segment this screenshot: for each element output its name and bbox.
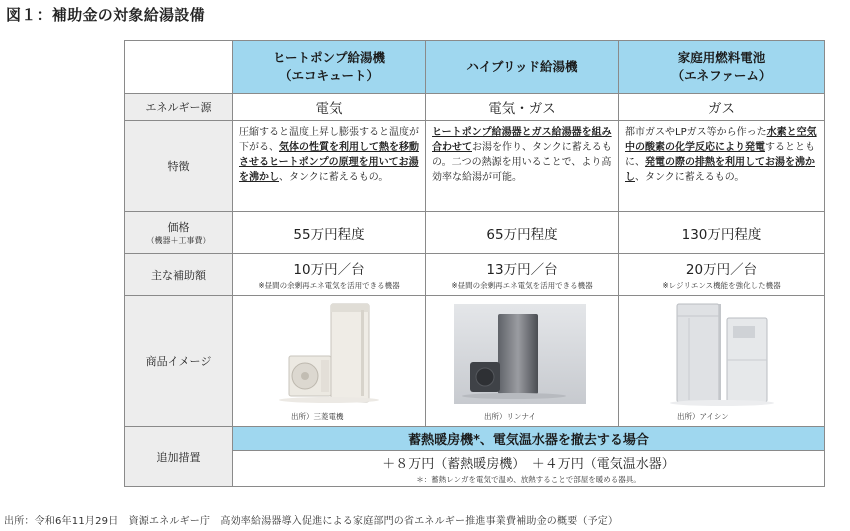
column-header-enefarm xyxy=(619,41,825,94)
feature-cell xyxy=(233,121,426,212)
feature-emphasis: ヒートポンプ給湯器とガス給湯器を組み合わせて xyxy=(432,127,612,153)
fuel-cell-unit xyxy=(677,304,719,402)
additional-detail-cell xyxy=(233,451,825,487)
table-row-image xyxy=(125,296,825,427)
table-row-energy xyxy=(125,94,825,121)
feature-emphasis: 水素と空気中の酸素の化学反応により発電 xyxy=(625,127,817,153)
image-credit: 出所）アイシン xyxy=(677,412,729,421)
subsidy-amount: 13万円／台 xyxy=(486,262,558,278)
image-credit: 出所）三菱電機 xyxy=(291,412,344,421)
price-label: 価格 xyxy=(167,221,190,234)
subsidy-note: ※昼間の余剰再エネ電気を活用できる機器 xyxy=(451,281,593,290)
price-cell: 65万円程度 xyxy=(426,212,619,254)
subsidy-cell xyxy=(233,254,426,296)
feature-text: 圧縮すると温度上昇し膨張すると温度が下がる、 xyxy=(239,127,419,153)
additional-note: ＊：蓄熱レンガを電気で温め、放熱することで部屋を暖める器具。 xyxy=(416,474,641,484)
table-header-row xyxy=(125,41,825,94)
column-header-hybrid xyxy=(426,41,619,94)
feature-text: 、タンクに蓄えるもの。 xyxy=(279,172,389,183)
additional-detail: ＋８万円（蓄熱暖房機） ＋４万円（電気温水器） xyxy=(382,456,675,472)
subsidy-cell xyxy=(426,254,619,296)
column-header-ecocute xyxy=(233,41,426,94)
price-sublabel: （機器＋工事費） xyxy=(146,236,211,245)
table-row-subsidy xyxy=(125,254,825,296)
subsidy-equipment-table xyxy=(124,40,825,487)
energy-cell: ガス xyxy=(619,94,825,121)
feature-text: お湯を作り、タンクに蓄えるもの。二つの熱源を用いることで、より高効率な給湯が可能。 xyxy=(432,142,612,183)
table-row-additional-heading xyxy=(125,427,825,451)
corner-cell xyxy=(125,41,233,94)
hybrid-tank xyxy=(498,314,538,394)
additional-heading: 蓄熱暖房機*、電気温水器を撤去する場合 xyxy=(233,427,825,451)
feature-text: 、タンクに蓄えるもの。 xyxy=(635,172,745,183)
row-label-energy: エネルギー源 xyxy=(125,94,233,121)
row-label-price xyxy=(125,212,233,254)
column-title: 家庭用燃料電池 xyxy=(677,50,766,65)
energy-cell: 電気 xyxy=(233,94,426,121)
ecocute-unit-image xyxy=(233,296,426,426)
hybrid-unit-image xyxy=(426,296,619,426)
image-cell-ecocute xyxy=(233,296,426,427)
price-cell: 55万円程度 xyxy=(233,212,426,254)
column-title: ハイブリッド給湯機 xyxy=(466,59,578,74)
feature-text: 都市ガスやLPガス等から作った xyxy=(625,127,767,138)
row-label-subsidy: 主な補助額 xyxy=(125,254,233,296)
figure-title: 図１：補助金の対象給湯設備 xyxy=(6,6,205,24)
row-label-image: 商品イメージ xyxy=(125,296,233,427)
image-cell-enefarm xyxy=(619,296,825,427)
feature-cell xyxy=(426,121,619,212)
subsidy-amount: 10万円／台 xyxy=(293,262,365,278)
feature-cell xyxy=(619,121,825,212)
source-footer: 出所：令和6年11月29日 資源エネルギー庁 高効率給湯器導入促進による家庭部門の省エネルギー推進事業費補助金の概要（予定） xyxy=(4,516,619,527)
table-row-features xyxy=(125,121,825,212)
row-label-additional: 追加措置 xyxy=(125,427,233,487)
energy-cell: 電気・ガス xyxy=(426,94,619,121)
feature-emphasis: 気体の性質を利用して熱を移動させるヒートポンプの原理を用いてお湯を沸かし xyxy=(239,142,419,183)
image-credit: 出所）リンナイ xyxy=(484,412,536,421)
subsidy-cell xyxy=(619,254,825,296)
enefarm-unit-image xyxy=(619,296,825,426)
subsidy-note: ※レジリエンス機能を強化した機器 xyxy=(662,281,781,290)
table-row-price xyxy=(125,212,825,254)
column-subtitle: （エネファーム） xyxy=(671,68,772,83)
subsidy-amount: 20万円／台 xyxy=(685,262,758,278)
image-cell-hybrid xyxy=(426,296,619,427)
subsidy-note: ※昼間の余剰再エネ電気を活用できる機器 xyxy=(258,281,400,290)
row-label-features: 特徴 xyxy=(125,121,233,212)
price-cell: 130万円程度 xyxy=(619,212,825,254)
column-subtitle: （エコキュート） xyxy=(278,68,379,83)
column-title: ヒートポンプ給湯機 xyxy=(272,50,385,65)
feature-text: するとともに、 xyxy=(625,142,815,168)
feature-emphasis: 発電の際の排熱を利用してお湯を沸かし xyxy=(625,157,815,183)
